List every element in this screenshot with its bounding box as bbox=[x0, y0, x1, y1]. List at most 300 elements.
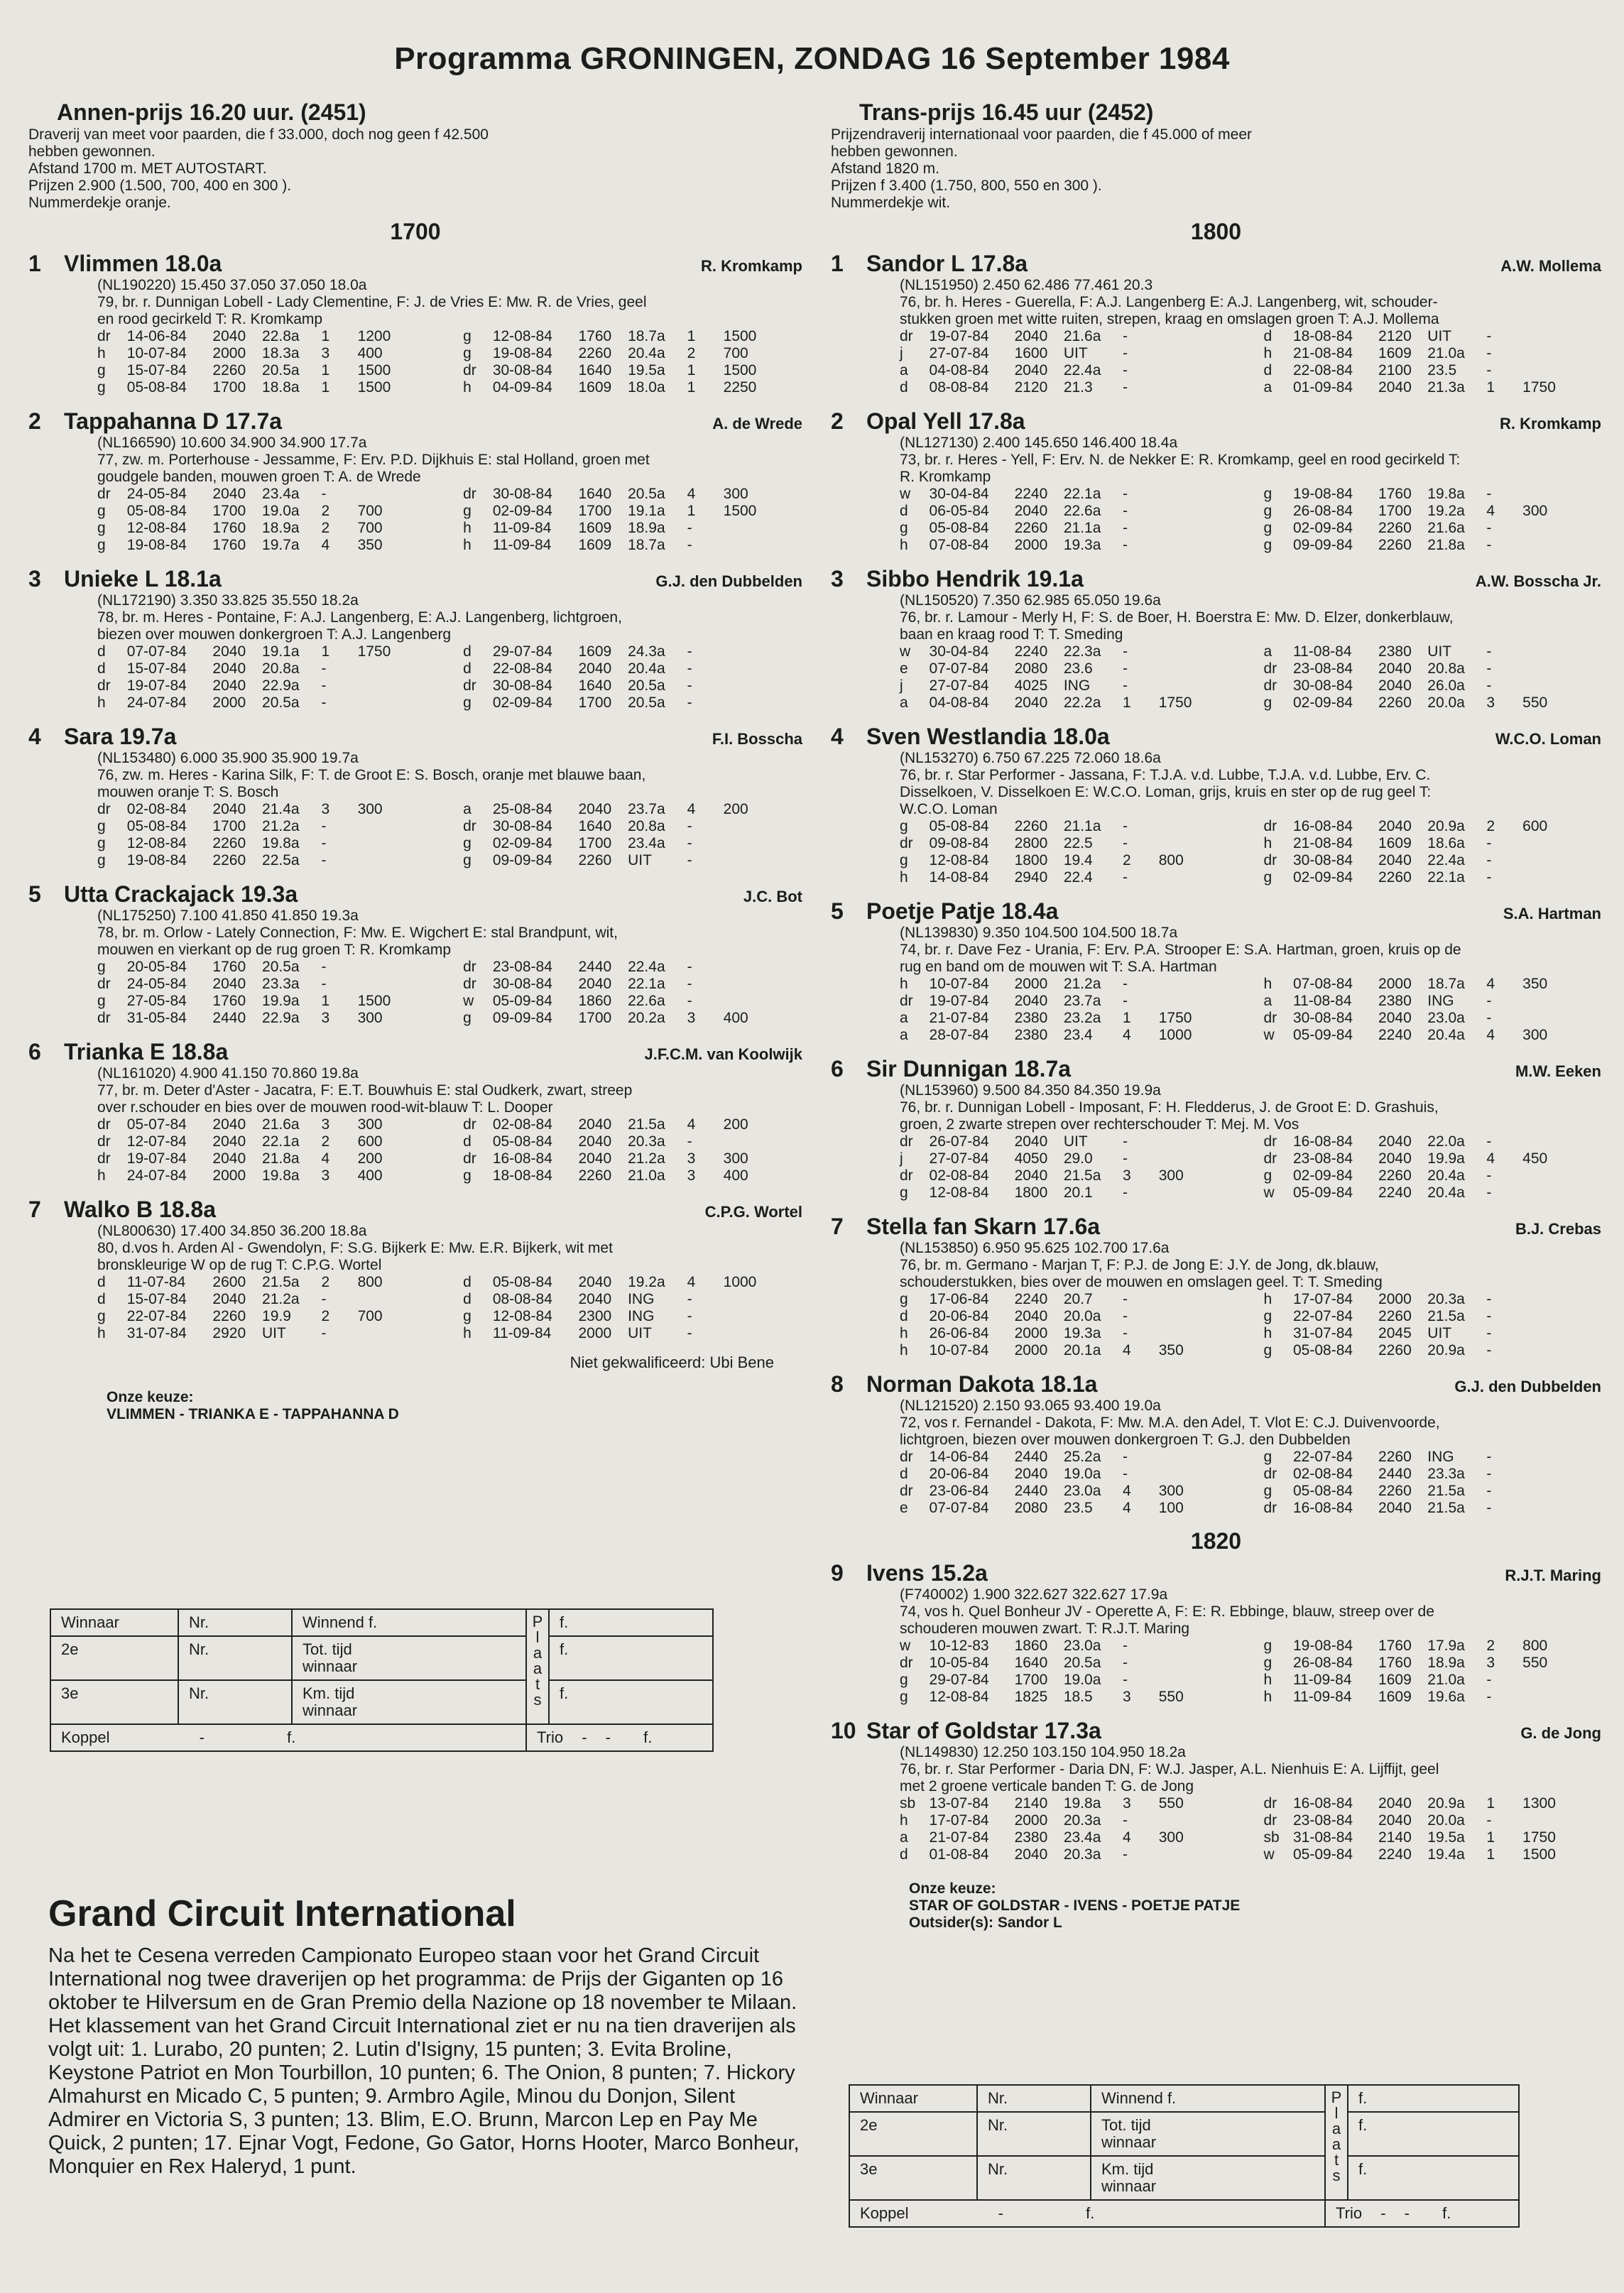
result-cell: g bbox=[1263, 1308, 1273, 1324]
result-cell: 400 bbox=[357, 345, 383, 361]
result-cell bbox=[1522, 537, 1601, 554]
result-cell: 19-07-84 bbox=[929, 993, 989, 1009]
result-cell: - bbox=[1122, 503, 1128, 519]
result-cell: dr bbox=[1263, 818, 1277, 834]
result-cell: 24-07-84 bbox=[126, 695, 187, 711]
result-cell: 16-08-84 bbox=[1293, 1133, 1353, 1150]
result-cell: 2120 bbox=[1014, 379, 1048, 396]
result-cell: 2800 bbox=[1014, 835, 1048, 851]
result-cell: 12-08-84 bbox=[492, 1308, 552, 1324]
result-cell: - bbox=[687, 677, 692, 694]
detail-line: (NL149830) 12.250 103.150 104.950 18.2a bbox=[900, 1744, 1186, 1760]
result-cell: g bbox=[900, 1184, 908, 1201]
result-cell: ING bbox=[1427, 993, 1454, 1009]
result-cell bbox=[1159, 993, 1238, 1010]
result-cell bbox=[1159, 1812, 1238, 1829]
result-cell: - bbox=[1486, 835, 1492, 851]
result-cell bbox=[1159, 643, 1238, 660]
trainer-name: F.I. Bosscha bbox=[712, 730, 802, 748]
result-cell: 30-08-84 bbox=[492, 362, 552, 378]
result-cell: 20.4a bbox=[1427, 1027, 1465, 1043]
result-cell: 2040 bbox=[1378, 1010, 1412, 1026]
result-cell: 1500 bbox=[1522, 1846, 1556, 1863]
result-cell: h bbox=[1263, 1689, 1273, 1705]
detail-line: (NL190220) 15.450 37.050 37.050 18.0a bbox=[97, 277, 367, 293]
result-cell: 11-09-84 bbox=[1293, 1672, 1352, 1688]
result-row bbox=[900, 362, 1601, 379]
result-cell: 2260 bbox=[578, 1167, 612, 1184]
result-cell: 1700 bbox=[1378, 503, 1412, 519]
result-cell: 2040 bbox=[1378, 379, 1412, 396]
result-cell: 2440 bbox=[1014, 1449, 1048, 1465]
race-trans-prijs bbox=[831, 99, 1601, 1932]
result-cell: dr bbox=[463, 677, 476, 694]
result-cell: 300 bbox=[1158, 1483, 1184, 1499]
result-cell: 17.9a bbox=[1427, 1638, 1465, 1654]
horse-details bbox=[900, 1082, 1601, 1133]
result-cell: 21.2a bbox=[262, 818, 300, 834]
result-cell bbox=[358, 486, 437, 503]
detail-line: (NL153960) 9.500 84.350 84.350 19.9a bbox=[900, 1082, 1161, 1099]
result-row bbox=[900, 818, 1601, 835]
result-cell: - bbox=[1486, 1133, 1492, 1150]
result-cell: 12-08-84 bbox=[126, 835, 187, 851]
result-cell: 11-08-84 bbox=[1293, 993, 1352, 1009]
detail-line: (NL153480) 6.000 35.900 35.900 19.7a bbox=[97, 750, 359, 766]
result-cell: 10-07-84 bbox=[929, 976, 989, 992]
detail-line: (NL800630) 17.400 34.850 36.200 18.8a bbox=[97, 1223, 367, 1239]
result-cell: 2000 bbox=[1014, 976, 1048, 992]
result-cell: 18.9a bbox=[628, 520, 665, 536]
result-row bbox=[900, 677, 1601, 695]
result-cell: - bbox=[1486, 328, 1492, 344]
result-cell: h bbox=[900, 537, 908, 553]
result-cell: 19.1a bbox=[262, 643, 300, 660]
result-cell: - bbox=[1122, 1291, 1128, 1307]
horse-number: 7 bbox=[28, 1197, 41, 1222]
horse-number: 6 bbox=[831, 1056, 844, 1082]
detail-line: groen, 2 zwarte strepen over rechterschouder T: Mej. M. Vos bbox=[900, 1116, 1299, 1133]
result-row bbox=[900, 1466, 1601, 1483]
result-cell bbox=[1522, 835, 1601, 852]
result-cell: 20.7 bbox=[1063, 1291, 1093, 1307]
result-cell: 4 bbox=[687, 801, 696, 817]
result-cell: 19.4 bbox=[1063, 852, 1093, 868]
result-cell: 21.2a bbox=[262, 1291, 300, 1307]
horse-details bbox=[97, 1065, 802, 1116]
result-cell: dr bbox=[1263, 1795, 1277, 1812]
result-cell: 2260 bbox=[212, 852, 246, 868]
result-cell: 19.0a bbox=[1063, 1466, 1101, 1482]
result-cell: 1700 bbox=[1014, 1672, 1048, 1688]
result-cell: 23-06-84 bbox=[929, 1483, 989, 1499]
result-cell: 1500 bbox=[357, 379, 391, 396]
result-row bbox=[97, 1116, 802, 1133]
result-cell: dr bbox=[900, 1133, 913, 1150]
result-cell: d bbox=[97, 643, 106, 660]
result-cell: 30-08-84 bbox=[492, 818, 552, 834]
result-cell: w bbox=[900, 643, 911, 660]
result-cell: 2045 bbox=[1378, 1325, 1412, 1341]
result-cell: 2260 bbox=[1378, 1449, 1412, 1465]
detail-line: 72, vos r. Fernandel - Dakota, F: Mw. M.A. den Adel, T. Vlot E: C.J. Duivenvoorde, bbox=[900, 1415, 1440, 1431]
result-cell: w bbox=[1263, 1846, 1275, 1863]
result-cell: 2040 bbox=[1014, 1167, 1048, 1184]
result-cell: dr bbox=[900, 1483, 913, 1499]
result-cell: - bbox=[1486, 537, 1492, 553]
result-row bbox=[97, 1133, 802, 1150]
result-cell: 19-07-84 bbox=[929, 328, 989, 344]
result-cell bbox=[1159, 1672, 1238, 1689]
race-results bbox=[97, 1116, 802, 1184]
result-cell: 22.4 bbox=[1063, 869, 1093, 886]
trio-row: Trio - - f. bbox=[526, 1724, 713, 1751]
result-cell: - bbox=[687, 1133, 692, 1150]
result-cell: 05-09-84 bbox=[1293, 1027, 1353, 1043]
result-row bbox=[97, 345, 802, 362]
horse-number: 8 bbox=[831, 1371, 844, 1397]
result-cell: dr bbox=[1263, 1150, 1277, 1167]
result-cell: 19-08-84 bbox=[1293, 486, 1353, 502]
result-row bbox=[900, 1655, 1601, 1672]
horse-details bbox=[900, 277, 1601, 328]
result-cell: 300 bbox=[1158, 1167, 1184, 1184]
result-cell: 21.5a bbox=[1427, 1500, 1465, 1516]
result-row bbox=[97, 818, 802, 835]
our-choice: STAR OF GOLDSTAR - IVENS - POETJE PATJE bbox=[909, 1897, 1241, 1914]
result-cell: - bbox=[321, 660, 327, 677]
result-cell bbox=[1522, 869, 1601, 886]
result-cell: 26-07-84 bbox=[929, 1133, 989, 1150]
result-cell: ING bbox=[628, 1308, 655, 1324]
result-cell: 20-05-84 bbox=[126, 959, 187, 975]
result-cell: - bbox=[1122, 1184, 1128, 1201]
result-cell: g bbox=[1263, 1655, 1273, 1671]
result-cell: 23.4a bbox=[1063, 1829, 1101, 1846]
result-cell: g bbox=[97, 379, 106, 396]
result-cell: g bbox=[1263, 695, 1273, 711]
result-cell: dr bbox=[1263, 852, 1277, 868]
result-cell: 23-08-84 bbox=[1293, 1150, 1353, 1167]
result-cell bbox=[1159, 818, 1238, 835]
result-cell: - bbox=[321, 959, 327, 975]
result-cell: - bbox=[1122, 1325, 1128, 1341]
result-cell: 21.3 bbox=[1063, 379, 1093, 396]
detail-line: over r.schouder en bies over de mouwen rood-wit-blauw T: L. Dooper bbox=[97, 1099, 553, 1116]
result-cell: - bbox=[687, 643, 692, 660]
our-choice: VLIMMEN - TRIANKA E - TAPPAHANNA D bbox=[107, 1406, 399, 1422]
result-cell: d bbox=[97, 660, 106, 677]
result-cell: 19.2a bbox=[1427, 503, 1465, 519]
result-cell: 2040 bbox=[578, 1116, 612, 1133]
result-cell: h bbox=[900, 869, 908, 886]
result-cell: 4 bbox=[1122, 1342, 1131, 1358]
result-cell: - bbox=[1486, 1308, 1492, 1324]
result-cell: g bbox=[1263, 869, 1273, 886]
result-cell: g bbox=[900, 1689, 908, 1705]
result-cell: 1609 bbox=[1378, 1672, 1412, 1688]
result-cell: 1700 bbox=[578, 835, 612, 851]
result-cell: 22.6a bbox=[628, 993, 665, 1009]
result-cell: 11-08-84 bbox=[1293, 643, 1352, 660]
result-cell: 20.9a bbox=[1427, 1795, 1465, 1812]
horse-details bbox=[97, 277, 802, 328]
result-cell bbox=[1522, 1291, 1601, 1308]
result-cell: 20.9a bbox=[1427, 818, 1465, 834]
result-cell: 24-05-84 bbox=[126, 486, 187, 502]
result-cell: 19-08-84 bbox=[126, 537, 187, 553]
horse-name: Sibbo Hendrik 19.1a bbox=[866, 566, 1084, 592]
result-cell: 1700 bbox=[212, 503, 246, 519]
result-cell: 05-08-84 bbox=[1293, 1342, 1353, 1358]
result-cell bbox=[1159, 345, 1238, 362]
result-cell: 100 bbox=[1158, 1500, 1184, 1516]
result-cell: 2040 bbox=[578, 1150, 612, 1167]
trainer-name: J.C. Bot bbox=[743, 888, 802, 905]
result-cell: 30-04-84 bbox=[929, 486, 989, 502]
result-cell: sb bbox=[900, 1795, 916, 1812]
result-cell: g bbox=[1263, 503, 1273, 519]
result-cell: 21.8a bbox=[1427, 537, 1465, 553]
result-cell: 3 bbox=[321, 1116, 330, 1133]
horse-number: 9 bbox=[831, 1560, 844, 1586]
result-cell: 15-07-84 bbox=[126, 362, 187, 378]
result-cell: 05-08-84 bbox=[492, 1133, 552, 1150]
result-row bbox=[900, 486, 1601, 503]
result-cell bbox=[724, 643, 802, 660]
result-cell: 10-07-84 bbox=[929, 1342, 989, 1358]
result-cell bbox=[358, 976, 437, 993]
result-cell: 02-09-84 bbox=[492, 835, 552, 851]
result-cell: dr bbox=[97, 1010, 111, 1026]
result-cell bbox=[1522, 1449, 1601, 1466]
not-qualified-note: Niet gekwalificeerd: Ubi Bene bbox=[570, 1354, 774, 1371]
result-cell bbox=[1522, 1500, 1601, 1517]
horse-details bbox=[97, 750, 802, 801]
result-cell: 1 bbox=[687, 503, 696, 519]
result-cell: h bbox=[1263, 1672, 1273, 1688]
detail-line: 77, zw. m. Porterhouse - Jessamme, F: Erv. P.D. Dijkhuis E: stal Holland, groen met bbox=[97, 452, 650, 468]
result-cell bbox=[1159, 1325, 1238, 1342]
result-cell: 3 bbox=[1486, 1655, 1495, 1671]
result-cell: 1500 bbox=[357, 993, 391, 1009]
race-description bbox=[831, 126, 1601, 212]
result-cell bbox=[1159, 537, 1238, 554]
result-cell: 3 bbox=[321, 801, 330, 817]
race-annen-prijs bbox=[28, 99, 802, 1423]
result-cell bbox=[724, 1133, 802, 1150]
result-cell bbox=[1159, 1466, 1238, 1483]
result-cell: 2040 bbox=[212, 1150, 246, 1167]
result-cell: dr bbox=[900, 835, 913, 851]
result-row bbox=[900, 1308, 1601, 1325]
result-cell: 06-05-84 bbox=[929, 503, 989, 519]
result-cell bbox=[1159, 1308, 1238, 1325]
result-cell: h bbox=[900, 1325, 908, 1341]
result-cell: 02-09-84 bbox=[1293, 520, 1353, 536]
result-cell: 2920 bbox=[212, 1325, 246, 1341]
result-row bbox=[97, 520, 802, 537]
result-cell: 200 bbox=[723, 1116, 748, 1133]
horse-details bbox=[900, 1586, 1601, 1638]
result-cell: 2000 bbox=[1014, 537, 1048, 553]
result-cell bbox=[1522, 677, 1601, 695]
horse-entry bbox=[831, 1717, 1601, 1863]
result-cell: 13-07-84 bbox=[929, 1795, 989, 1812]
desc-line: Afstand 1700 m. MET AUTOSTART. bbox=[28, 160, 267, 177]
result-cell: ING bbox=[1427, 1449, 1454, 1465]
result-cell bbox=[1159, 1449, 1238, 1466]
result-cell: g bbox=[97, 835, 106, 851]
result-cell: 1 bbox=[687, 362, 696, 378]
detail-line: (NL175250) 7.100 41.850 41.850 19.3a bbox=[97, 908, 359, 924]
result-cell: 1 bbox=[321, 362, 330, 378]
result-cell: 16-08-84 bbox=[1293, 818, 1353, 834]
detail-line: (NL121520) 2.150 93.065 93.400 19.0a bbox=[900, 1398, 1161, 1414]
distance-heading: 1820 bbox=[1190, 1528, 1242, 1554]
race-results bbox=[900, 976, 1601, 1044]
result-cell: 2040 bbox=[1378, 1133, 1412, 1150]
result-cell: 20.8a bbox=[1427, 660, 1465, 677]
result-cell: d bbox=[463, 643, 472, 660]
result-cell: h bbox=[97, 1325, 106, 1341]
result-cell: - bbox=[687, 818, 692, 834]
result-cell: 4 bbox=[1122, 1027, 1131, 1043]
trainer-name: A.W. Mollema bbox=[1500, 257, 1601, 275]
horse-name: Poetje Patje 18.4a bbox=[866, 898, 1059, 924]
result-row bbox=[97, 835, 802, 852]
result-cell: a bbox=[900, 1829, 908, 1846]
result-cell: dr bbox=[97, 976, 111, 992]
race-results bbox=[97, 328, 802, 396]
result-row bbox=[97, 1150, 802, 1167]
result-cell bbox=[358, 835, 437, 852]
result-cell: 2040 bbox=[212, 660, 246, 677]
result-cell: 21-07-84 bbox=[929, 1010, 989, 1026]
result-cell bbox=[358, 660, 437, 677]
detail-line: 73, br. r. Heres - Yell, F: Erv. N. de Nekker E: R. Kromkamp, geel en rood gecirkeld T: bbox=[900, 452, 1461, 468]
result-cell: 300 bbox=[723, 486, 748, 502]
result-cell: 23.0a bbox=[1427, 1010, 1465, 1026]
result-cell: 22.3a bbox=[1063, 643, 1101, 660]
result-cell bbox=[1522, 1483, 1601, 1500]
result-cell: - bbox=[1122, 486, 1128, 502]
result-cell: 2040 bbox=[1378, 677, 1412, 694]
result-cell: d bbox=[900, 379, 908, 396]
result-row bbox=[900, 1500, 1601, 1517]
race-description bbox=[28, 126, 802, 212]
result-cell: 26-08-84 bbox=[1293, 1655, 1353, 1671]
result-cell: dr bbox=[1263, 1133, 1277, 1150]
result-cell: 3 bbox=[687, 1167, 696, 1184]
result-cell: 22.0a bbox=[1427, 1133, 1465, 1150]
result-cell: 19.9a bbox=[262, 993, 300, 1009]
horse-name: Trianka E 18.8a bbox=[64, 1039, 229, 1064]
result-cell: - bbox=[1122, 1449, 1128, 1465]
result-cell: 4 bbox=[1486, 1150, 1495, 1167]
result-cell: 2260 bbox=[1378, 1483, 1412, 1499]
result-cell: 1750 bbox=[1522, 1829, 1556, 1846]
result-cell: 300 bbox=[357, 801, 383, 817]
result-cell: 14-06-84 bbox=[126, 328, 187, 344]
result-cell: h bbox=[900, 976, 908, 992]
result-cell: - bbox=[1486, 869, 1492, 886]
result-cell: - bbox=[1122, 1638, 1128, 1654]
result-cell: 1300 bbox=[1522, 1795, 1556, 1812]
result-cell: 19.4a bbox=[1427, 1846, 1465, 1863]
our-choice-label: Onze keuze: bbox=[107, 1389, 194, 1405]
result-cell: - bbox=[1122, 328, 1128, 344]
result-cell: 2380 bbox=[1014, 1829, 1048, 1846]
result-cell: 21-08-84 bbox=[1293, 345, 1353, 361]
race-title: Trans-prijs 16.45 uur (2452) bbox=[859, 99, 1154, 125]
result-cell: 18.9a bbox=[262, 520, 300, 536]
result-cell: - bbox=[1122, 643, 1128, 660]
detail-line: 76, br. r. Star Performer - Daria DN, F: W.J. Jasper, A.L. Nienhuis E: A. Lijffijt, geel bbox=[900, 1761, 1439, 1777]
result-cell: 400 bbox=[723, 1010, 748, 1026]
result-cell: d bbox=[1263, 362, 1273, 378]
result-cell: 29.0 bbox=[1063, 1150, 1093, 1167]
result-cell: 23.0a bbox=[1063, 1638, 1101, 1654]
result-cell: 21.8a bbox=[262, 1150, 300, 1167]
result-cell: 2040 bbox=[578, 1133, 612, 1150]
result-cell: 05-08-84 bbox=[126, 379, 187, 396]
result-cell: 2000 bbox=[1014, 1812, 1048, 1829]
result-cell: 1860 bbox=[578, 993, 612, 1009]
result-cell: g bbox=[463, 345, 472, 361]
result-cell: 23.7a bbox=[628, 801, 665, 817]
result-row bbox=[900, 1483, 1601, 1500]
result-cell: 20.4a bbox=[628, 345, 665, 361]
result-cell: 2040 bbox=[1378, 852, 1412, 868]
result-cell: d bbox=[463, 660, 472, 677]
place-amount: f. bbox=[549, 1680, 713, 1724]
km-time-label: Km. tijd winnaar bbox=[292, 1680, 526, 1724]
result-cell: 01-09-84 bbox=[1293, 379, 1353, 396]
result-cell: 27-07-84 bbox=[929, 1150, 989, 1167]
result-cell: h bbox=[1263, 345, 1273, 361]
result-row bbox=[97, 1167, 802, 1184]
result-cell: dr bbox=[1263, 660, 1277, 677]
result-cell bbox=[724, 660, 802, 677]
result-cell: 21.5a bbox=[262, 1274, 300, 1290]
result-cell: 2940 bbox=[1014, 869, 1048, 886]
result-cell: 18.6a bbox=[1427, 835, 1465, 851]
result-cell: 22.5 bbox=[1063, 835, 1093, 851]
result-cell: dr bbox=[463, 1150, 476, 1167]
result-cell: 17-06-84 bbox=[929, 1291, 989, 1307]
horse-entry bbox=[28, 723, 802, 869]
result-cell: 2080 bbox=[1014, 1500, 1048, 1516]
result-cell: 23.5 bbox=[1427, 362, 1457, 378]
result-cell: UIT bbox=[1427, 643, 1452, 660]
result-cell: 21.6a bbox=[1063, 328, 1101, 344]
result-cell: 350 bbox=[357, 537, 383, 553]
result-cell: 1500 bbox=[723, 328, 757, 344]
result-cell: h bbox=[1263, 1325, 1273, 1341]
result-cell: 18-08-84 bbox=[492, 1167, 552, 1184]
result-cell: - bbox=[1486, 1342, 1492, 1358]
result-cell: 29-07-84 bbox=[929, 1672, 989, 1688]
result-cell: d bbox=[97, 1291, 106, 1307]
result-cell: 2260 bbox=[1014, 818, 1048, 834]
result-cell: UIT bbox=[262, 1325, 286, 1341]
result-cell: 2040 bbox=[212, 1291, 246, 1307]
result-cell: 23.7a bbox=[1063, 993, 1101, 1009]
result-cell bbox=[1159, 1655, 1238, 1672]
result-cell: 22.8a bbox=[262, 328, 300, 344]
result-cell: 22.4a bbox=[1063, 362, 1101, 378]
